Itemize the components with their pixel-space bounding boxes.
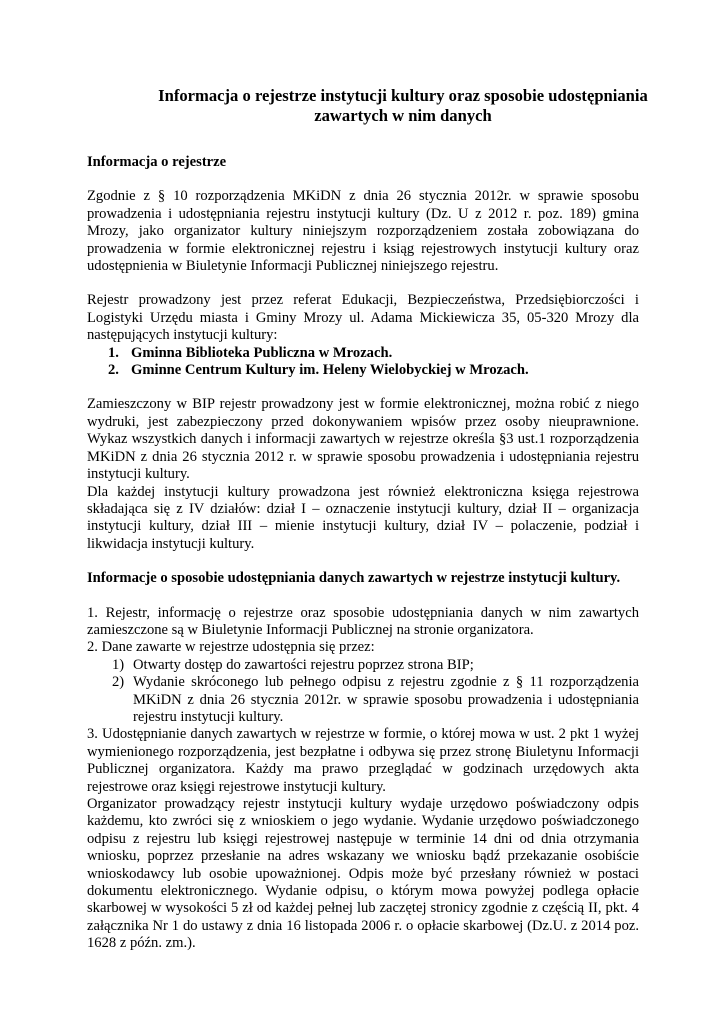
list-item-number: 1): [112, 656, 125, 673]
paragraph-registry-book: Dla każdej instytucji kultury prowadzona jest również elektroniczna księga rejestrowa składająca się z IV działów: dział I – oznaczenie instytucji kultury, dział II – organizacja instytucji kultury, dział III – mienie instytucji kultury, dział IV – polaczenie, podział i likwidacja instytucji kultury.: [87, 483, 639, 552]
list-item-number: 2.: [108, 362, 119, 379]
list-item-number: 2): [112, 674, 125, 691]
list-item-text: Gminna Biblioteka Publiczna w Mrozach.: [131, 344, 393, 361]
list-item: [87, 674, 639, 726]
paragraph-legal-basis: Zgodnie z § 10 rozporządzenia MKiDN z dnia 26 stycznia 2012r. w sprawie sposobu prowadzenia i udostępniania rejestru instytucji kultury (Dz. U z 2012 r. poz. 189) gmina Mrozy, jako organizator kultury niniejszym rozporządzeniem została zobowiązana do prowadzenia w formie elektronicznej rejestru i ksiąg rejestrowych instytucji kultury oraz udostępnienia w Biuletynie Informacji Publicznej niniejszego rejestru.: [87, 188, 639, 275]
list-item: [87, 362, 639, 379]
section-heading-registry-info: Informacja o rejestrze: [87, 154, 227, 170]
paragraph-certified-copy: Organizator prowadzący rejestr instytucji kultury wydaje urzędowo poświadczony odpis każdemu, kto zwróci się z wnioskiem o jego wydanie. Wydanie urzędowo poświadczonego odpisu z rejestru lub księgi rejestrowej następuje w terminie 14 dni od dnia otrzymania wniosku, poprzez przesłanie na adres wskazany we wniosku bądź przekazanie osobiście wnioskodawcy lub osobie upoważnionej. Odpis może być przesłany również w postaci dokumentu elektronicznego. Wydanie odpisu, o którym mowa powyżej podlega opłacie skarbowej w wysokości 5 zł od każdej pełnej lub zaczętej stronicy zgodnie z częścią II, pkt. 4 załącznika Nr 1 do ustawy z dnia 16 listopada 2006 r. o opłacie skarbowej (Dz.U. z 2014 poz. 1628 z późn. zm.).: [87, 796, 639, 952]
sharing-methods-list: [87, 657, 639, 727]
paragraph-item-2: 2. Dane zawarte w rejestrze udostępnia się przez:: [87, 639, 375, 656]
paragraph-item-1: 1. Rejestr, informację o rejestrze oraz sposobie udostępniania danych w nim zawartych zamieszczone są w Biuletynie Informacji Publicznej na stronie organizatora.: [87, 604, 639, 638]
list-item: [87, 657, 639, 674]
list-item-text: Wydanie skróconego lub pełnego odpisu z rejestru zgodnie z § 11 rozporządzenia MKiDN z dnia 26 stycznia 2012r. w sprawie sposobu prowadzenia i udostępniania rejestru instytucji kultury.: [133, 674, 639, 725]
list-item-number: 1.: [108, 344, 119, 361]
section-heading-data-sharing: Informacje o sposobie udostępniania danych zawartych w rejestrze instytucji kultury.: [87, 570, 621, 587]
paragraph-bip-registry: Zamieszczony w BIP rejestr prowadzony jest w formie elektronicznej, można robić z niego wydruki, jest zabezpieczony przed dokonywaniem wpisów przez osoby nieuprawnione. Wykaz wszystkich danych i informacji zawartych w rejestrze określa §3 ust.1 rozporządzenia MKiDN z dnia 26 stycznia 2012 r. w sprawie sposobu prowadzenia i udostępniania rejestru instytucji kultury.: [87, 396, 639, 483]
paragraph-item-3: 3. Udostępnianie danych zawartych w rejestrze w formie, o której mowa w ust. 2 pkt 1 wyżej wymienionego rozporządzenia, jest bezpłatne i odbywa się przez stronę Biuletynu Informacji Publicznej organizatora. Każdy ma prawo przeglądać w godzinach urzędowych akta rejestrowe oraz księgi rejestrowe instytucji kultury.: [87, 726, 639, 795]
document-title: [133, 86, 673, 126]
paragraph-registry-keeper: Rejestr prowadzony jest przez referat Edukacji, Bezpieczeństwa, Przedsiębiorczości i Logistyki Urzędu miasta i Gminy Mrozy ul. Adama Mickiewicza 35, 05-320 Mrozy dla następujących instytucji kultury:: [87, 292, 639, 344]
document-title-line-2: zawartych w nim danych: [314, 106, 492, 125]
document-title-line-1: Informacja o rejestrze instytucji kultury oraz sposobie udostępniania: [158, 86, 648, 105]
list-item-text: Gminne Centrum Kultury im. Heleny Wielobyckiej w Mrozach.: [131, 362, 529, 379]
institutions-list: [87, 345, 639, 380]
list-item: [87, 345, 639, 362]
list-item-text: Otwarty dostęp do zawartości rejestru poprzez strona BIP;: [133, 656, 474, 673]
document-page: [87, 86, 648, 953]
